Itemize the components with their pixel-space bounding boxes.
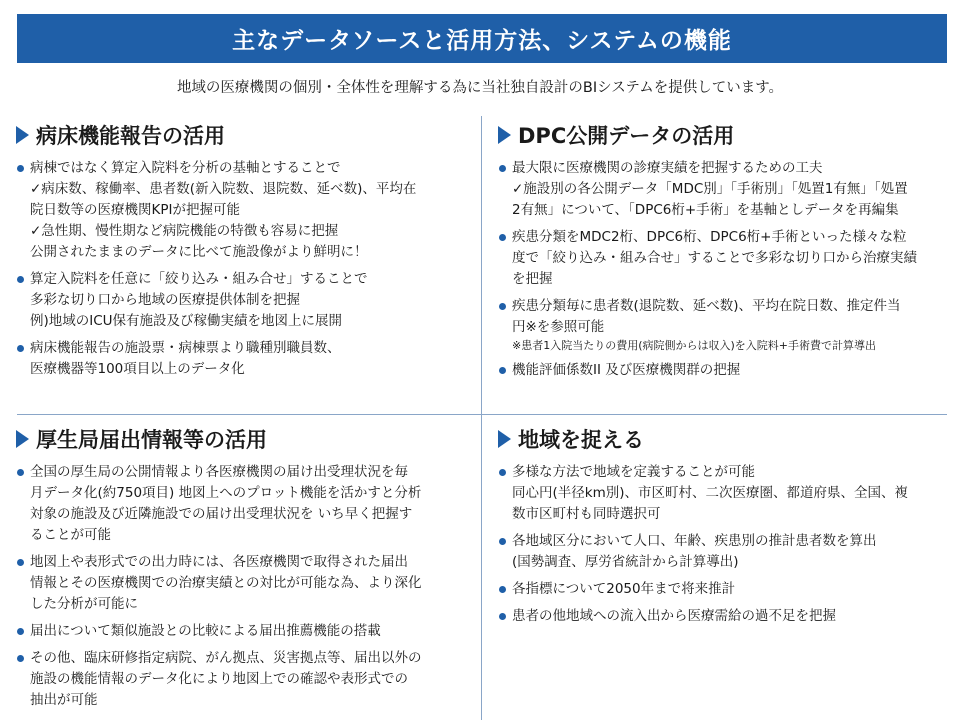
bullet-dot-icon [499, 538, 506, 545]
list-item-text [30, 462, 472, 546]
list-item-text [30, 269, 472, 332]
list-item-line: 抽出が可能 [30, 692, 98, 708]
section-heading [496, 120, 948, 150]
list-item [14, 158, 472, 263]
section-regional-analysis [496, 424, 948, 633]
list-item-line: 月データ化(約750項目) 地図上へのプロット機能を活かすと分析 [30, 485, 422, 501]
list-item [14, 621, 472, 642]
bullet-dot-icon [17, 628, 24, 635]
list-item-line: その他、臨床研修指定病院、がん拠点、災害拠点等、届出以外の [30, 650, 422, 666]
section-heading [496, 424, 948, 454]
list-item-line: 同心円(半径km別)、市区町村、二次医療圏、都道府県、全国、複 [512, 485, 909, 501]
list-item-line: 病床機能報告の施設票・病棟票より職種別職員数、 [30, 340, 341, 356]
list-item-line: 多様な方法で地域を定義することが可能 [512, 464, 755, 480]
list-item [496, 360, 948, 381]
horizontal-divider [17, 414, 947, 415]
list-item [14, 269, 472, 332]
footnote: ※患者1入院当たりの費用(病院側からは収入)を入院料+手術費で計算導出 [512, 339, 877, 352]
list-item-text [512, 158, 948, 221]
section-bed-function-report [14, 120, 472, 386]
list-item-text [30, 338, 472, 380]
section-heading-text: DPC公開データの活用 [518, 124, 735, 148]
list-item-text [512, 227, 948, 290]
list-item-line: ✓病床数、稼働率、患者数(新入院数、退院数、延べ数)、平均在 [30, 181, 417, 197]
list-item [14, 338, 472, 380]
section-health-bureau-notifications [14, 424, 472, 717]
bullet-dot-icon [17, 559, 24, 566]
list-item-line: 病棟ではなく算定入院料を分析の基軸とすることで [30, 160, 341, 176]
triangle-arrow-icon [16, 430, 29, 448]
list-item-line: 全国の厚生局の公開情報より各医療機関の届け出受理状況を毎 [30, 464, 408, 480]
bullet-dot-icon [17, 345, 24, 352]
list-item-line: 機能評価係数II 及び医療機関群の把握 [512, 362, 741, 378]
list-item [14, 552, 472, 615]
list-item-line: 届出について類似施設との比較による届出推薦機能の搭載 [30, 623, 381, 639]
list-item-line: ✓急性期、慢性期など病院機能の特徴も容易に把握 [30, 223, 339, 239]
list-item [496, 579, 948, 600]
list-item-line: 疾患分類毎に患者数(退院数、延べ数)、平均在院日数、推定件当 [512, 298, 901, 314]
list-item-text [30, 621, 472, 642]
list-item-line: を把握 [512, 271, 553, 287]
list-item-text [512, 606, 948, 627]
bullet-dot-icon [499, 303, 506, 310]
page-subtitle: 地域の医療機関の個別・全体性を理解する為に当社独自設計のBIシステムを提供しています。 [176, 80, 784, 96]
list-item-line: 施設の機能情報のデータ化により地図上での確認や表形式での [30, 671, 408, 687]
list-item-line: (国勢調査、厚労省統計から計算導出) [512, 554, 739, 570]
bullet-dot-icon [17, 469, 24, 476]
list-item-text [30, 552, 472, 615]
list-item-line: 情報とその医療機関での治療実績との対比が可能な為、より深化 [30, 575, 422, 591]
list-item [14, 648, 472, 711]
bullet-dot-icon [17, 276, 24, 283]
list-item-line: 例)地域のICU保有施設及び稼働実績を地図上に展開 [30, 313, 343, 329]
list-item-line: 2有無」について、「DPC6桁+手術」を基軸としデータを再編集 [512, 202, 899, 218]
list-item-line: 各指標について2050年まで将来推計 [512, 581, 736, 597]
list-item-line: 数市区町村も同時選択可 [512, 506, 661, 522]
bullet-dot-icon [499, 234, 506, 241]
bullet-dot-icon [17, 655, 24, 662]
list-item [496, 606, 948, 627]
list-item-text [30, 648, 472, 711]
list-item-text [512, 360, 948, 381]
triangle-arrow-icon [498, 430, 511, 448]
list-item-text [512, 296, 948, 354]
list-item-line: 疾患分類をMDC2桁、DPC6桁、DPC6桁+手術といった様々な粒 [512, 229, 907, 245]
list-item-line: 医療機器等100項目以上のデータ化 [30, 361, 245, 377]
list-item-line: 最大限に医療機関の診療実績を把握するための工夫 [512, 160, 823, 176]
list-item [496, 227, 948, 290]
section-heading [14, 120, 472, 150]
list-item-line: 院日数等の医療機関KPIが把握可能 [30, 202, 240, 218]
list-item-line: 対象の施設及び近隣施設での届け出受理状況を いち早く把握す [30, 506, 413, 522]
bullet-dot-icon [499, 469, 506, 476]
section-heading-text: 厚生局届出情報等の活用 [36, 428, 267, 452]
list-item-line: 患者の他地域への流入出から医療需給の過不足を把握 [512, 608, 836, 624]
list-item-text [512, 462, 948, 525]
list-item [496, 531, 948, 573]
list-item-text [512, 531, 948, 573]
section-heading-text: 病床機能報告の活用 [36, 124, 225, 148]
list-item-text [30, 158, 472, 263]
list-item [496, 158, 948, 221]
section-heading [14, 424, 472, 454]
page-title-banner [17, 14, 947, 63]
list-item [496, 462, 948, 525]
triangle-arrow-icon [16, 126, 29, 144]
list-item-line: ✓施設別の各公開データ「MDC別」「手術別」「処置1有無」「処置 [512, 181, 908, 197]
list-item-line: 円※を参照可能 [512, 319, 605, 335]
bullet-dot-icon [499, 613, 506, 620]
bullet-dot-icon [499, 367, 506, 374]
bullet-dot-icon [499, 165, 506, 172]
list-item-line: 各地域区分において人口、年齢、疾患別の推計患者数を算出 [512, 533, 877, 549]
list-item [14, 462, 472, 546]
page-title: 主なデータソースと活用方法、システムの機能 [232, 28, 732, 54]
list-item-line: 算定入院料を任意に「絞り込み・組み合せ」することで [30, 271, 368, 287]
bullet-dot-icon [499, 586, 506, 593]
bullet-dot-icon [17, 165, 24, 172]
section-heading-text: 地域を捉える [518, 428, 644, 452]
list-item-line: 度で「絞り込み・組み合せ」することで多彩な切り口から治療実績 [512, 250, 917, 266]
list-item-line: 公開されたままのデータに比べて施設像がより鮮明に！ [30, 244, 368, 260]
list-item [496, 296, 948, 354]
list-item-line: した分析が可能に [30, 596, 138, 612]
vertical-divider [481, 116, 482, 720]
list-item-line: 地図上や表形式での出力時には、各医療機関で取得された届出 [30, 554, 408, 570]
section-dpc-public-data [496, 120, 948, 387]
triangle-arrow-icon [498, 126, 511, 144]
list-item-text [512, 579, 948, 600]
list-item-line: 多彩な切り口から地域の医療提供体制を把握 [30, 292, 300, 308]
list-item-line: ることが可能 [30, 527, 111, 543]
